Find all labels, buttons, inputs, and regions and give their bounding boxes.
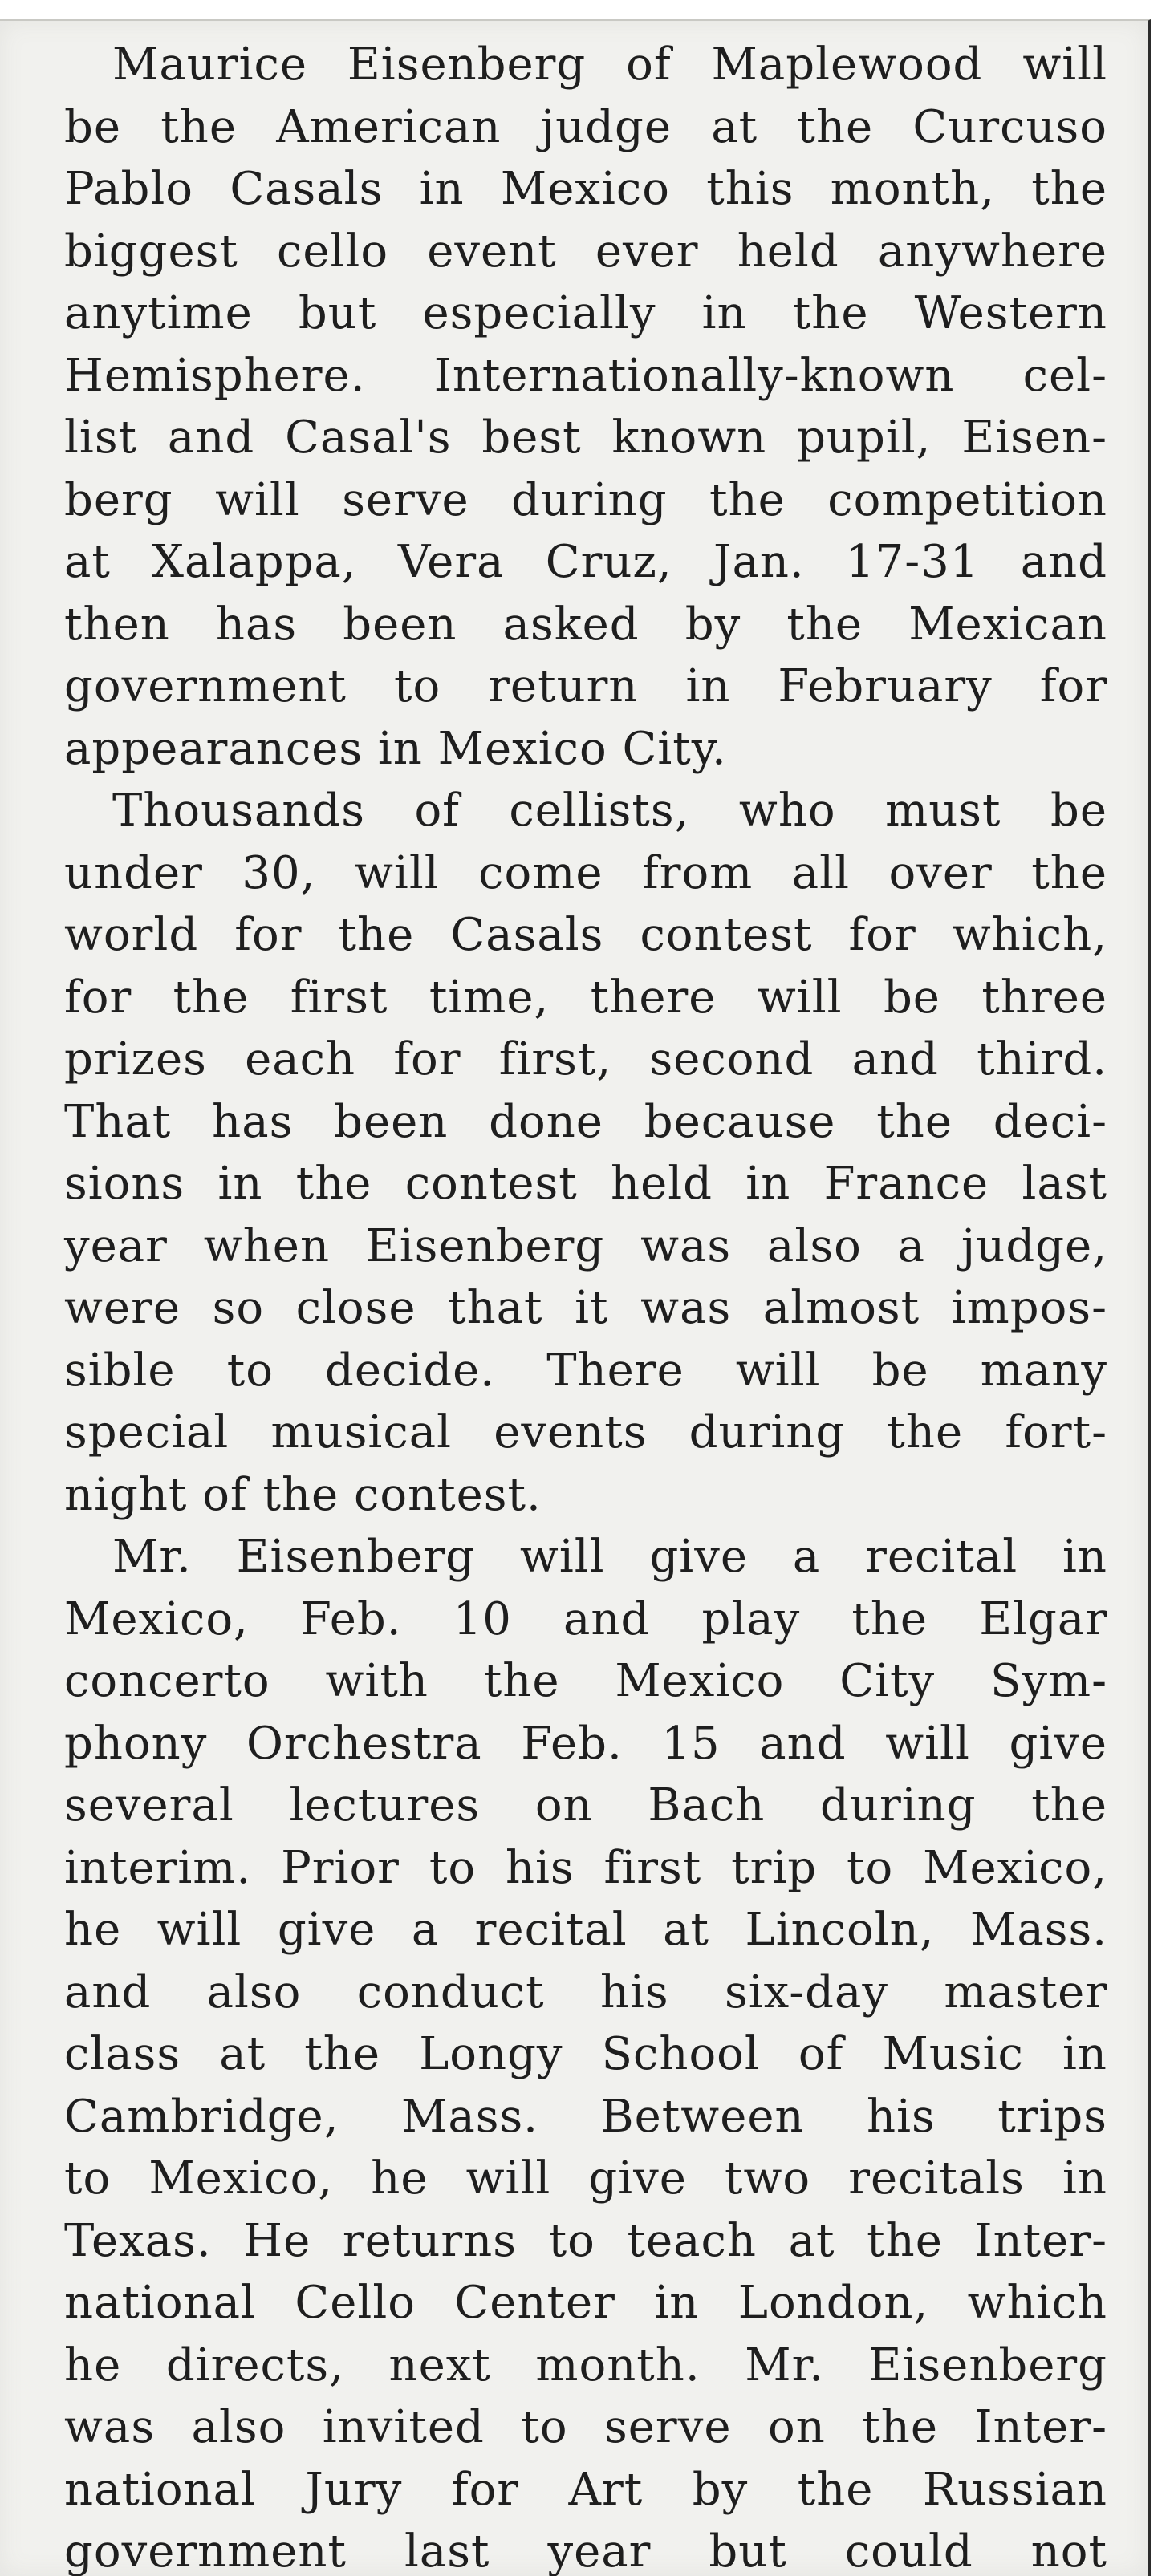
text-line: concerto with the Mexico City Sym- bbox=[64, 1655, 1107, 1707]
text-line: That has been done because the deci- bbox=[64, 1095, 1107, 1148]
text-line: sible to decide. There will be many bbox=[64, 1344, 1107, 1397]
text-line: night of the contest. bbox=[64, 1468, 542, 1521]
text-line: he directs, next month. Mr. Eisenberg bbox=[64, 2339, 1107, 2391]
text-line: several lectures on Bach during the bbox=[64, 1779, 1107, 1832]
text-line: interim. Prior to his first trip to Mexico, bbox=[64, 1841, 1107, 1894]
text-line: appearances in Mexico City. bbox=[64, 722, 727, 775]
text-line: Thousands of cellists, who must be bbox=[112, 785, 1107, 837]
text-line: list and Casal's best known pupil, Eisen- bbox=[64, 412, 1107, 464]
text-line: government to return in February for bbox=[64, 660, 1107, 712]
text-line: world for the Casals contest for which, bbox=[64, 909, 1107, 961]
text-line: was also invited to serve on the Inter- bbox=[64, 2401, 1107, 2453]
text-line: national Cello Center in London, which bbox=[64, 2277, 1107, 2329]
text-line: class at the Longy School of Music in bbox=[64, 2028, 1107, 2080]
text-line: berg will serve during the competition bbox=[64, 473, 1107, 526]
text-line: biggest cello event ever held anywhere bbox=[64, 225, 1107, 278]
text-line: he will give a recital at Lincoln, Mass. bbox=[64, 1904, 1107, 1956]
text-line: for the first time, there will be three bbox=[64, 971, 1107, 1024]
newspaper-clipping bbox=[0, 19, 1151, 2576]
paragraph-1 bbox=[64, 34, 1107, 780]
text-line: sions in the contest held in France last bbox=[64, 1158, 1107, 1210]
text-line: Mr. Eisenberg will give a recital in bbox=[112, 1531, 1107, 1583]
text-line: anytime but especially in the Western bbox=[64, 287, 1107, 339]
text-line: to Mexico, he will give two recitals in bbox=[64, 2152, 1107, 2205]
text-line: year when Eisenberg was also a judge, bbox=[64, 1219, 1107, 1272]
text-line: then has been asked by the Mexican bbox=[64, 598, 1107, 651]
text-line: and also conduct his six-day master bbox=[64, 1965, 1107, 2018]
text-line: government last year but could not bbox=[64, 2525, 1107, 2576]
text-line: under 30, will come from all over the bbox=[64, 846, 1107, 899]
text-line: Hemisphere. Internationally-known cel- bbox=[64, 349, 1107, 402]
text-line: national Jury for Art by the Russian bbox=[64, 2463, 1107, 2516]
text-line: Maurice Eisenberg of Maplewood will bbox=[112, 39, 1107, 91]
article-body bbox=[64, 34, 1107, 2576]
text-line: at Xalappa, Vera Cruz, Jan. 17-31 and bbox=[64, 536, 1107, 588]
text-line: be the American judge at the Curcuso bbox=[64, 100, 1107, 153]
text-line: were so close that it was almost impos- bbox=[64, 1282, 1107, 1334]
text-line: Pablo Casals in Mexico this month, the bbox=[64, 163, 1107, 215]
paragraph-2 bbox=[64, 780, 1107, 1526]
text-line: Mexico, Feb. 10 and play the Elgar bbox=[64, 1592, 1107, 1645]
text-line: Texas. He returns to teach at the Inter- bbox=[64, 2214, 1107, 2267]
text-line: phony Orchestra Feb. 15 and will give bbox=[64, 1717, 1107, 1770]
text-line: special musical events during the fort- bbox=[64, 1406, 1107, 1458]
text-line: prizes each for first, second and third. bbox=[64, 1033, 1107, 1085]
paragraph-3 bbox=[64, 1526, 1107, 2576]
text-line: Cambridge, Mass. Between his trips bbox=[64, 2090, 1107, 2143]
